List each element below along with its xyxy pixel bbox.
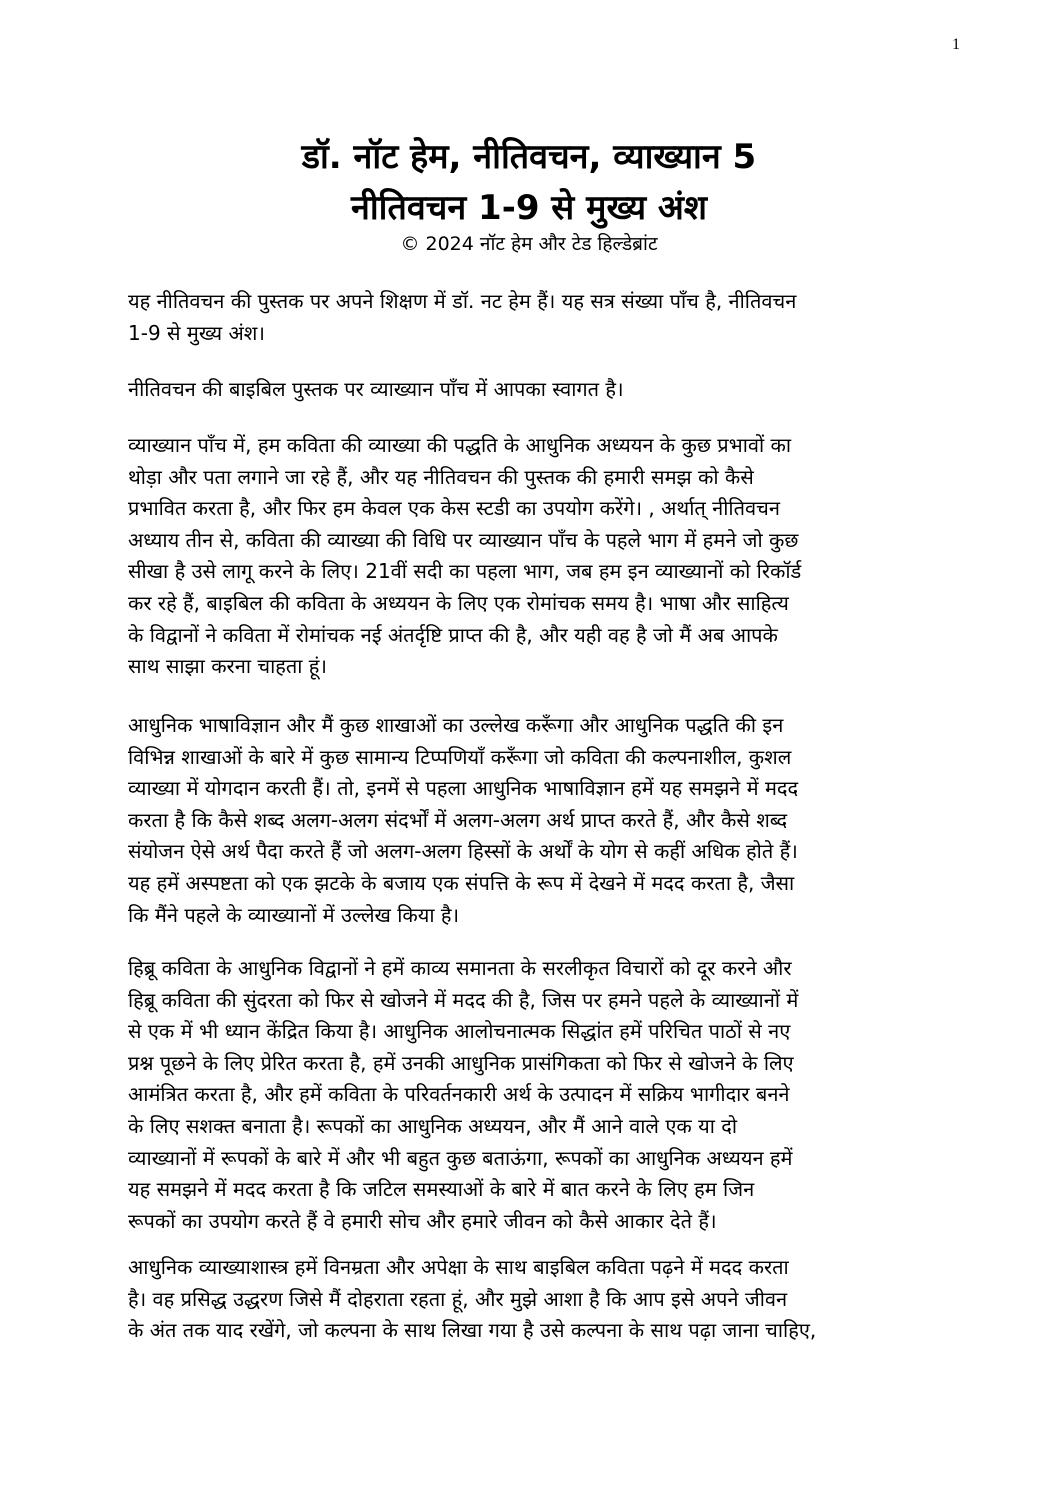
text-line: के लिए सशक्त बनाता है। रूपकों का आधुनिक अध्ययन, और मैं आने वाले एक या दो xyxy=(128,1113,738,1138)
text-line: यह समझने में मदद करता है कि जटिल समस्याओं के बारे में बात करने के लिए हम जिन xyxy=(128,1177,755,1202)
text-line: हिब्रू कविता के आधुनिक विद्वानों ने हमें काव्य समानता के सरलीकृत विचारों को दूर करने और xyxy=(128,956,792,980)
text-line: यह नीतिवचन की पुस्तक पर अपने शिक्षण में डॉ. नट हेम हैं। यह सत्र संख्या पाँच है, नीतिवचन xyxy=(128,289,797,313)
text-line: आमंत्रित करता है, और हमें कविता के परिवर्तनकारी अर्थ के उत्पादन में सक्रिय भागीदार बनने xyxy=(128,1082,790,1107)
paragraph xyxy=(128,430,948,683)
text-line: से एक में भी ध्यान केंद्रित किया है। आधुनिक आलोचनात्मक सिद्धांत हमें परिचित पाठों से नए xyxy=(128,1019,791,1044)
text-line: विभिन्न शाखाओं के बारे में कुछ सामान्य टिप्पणियाँ करूँगा जो कविता की कल्पनाशील, कुशल xyxy=(128,744,792,769)
text-line: थोड़ा और पता लगाने जा रहे हैं, और यह नीतिवचन की पुस्तक की हमारी समझ को कैसे xyxy=(128,464,754,489)
paragraph xyxy=(128,953,948,1237)
text-line: के विद्वानों ने कविता में रोमांचक नई अंतर्दृष्टि प्राप्त की है, और यही वह है जो मैं अब आपके xyxy=(128,622,778,647)
text-line: हिब्रू कविता की सुंदरता को फिर से खोजने में मदद की है, जिस पर हमने पहले के व्याख्यानों में xyxy=(128,987,799,1012)
copyright: © 2024 नॉट हेम और टेड हिल्डेब्रांट xyxy=(400,233,658,255)
text-line: संयोजन ऐसे अर्थ पैदा करते हैं जो अलग-अलग हिस्सों के अर्थों के योग से कहीं अधिक होते हैं। xyxy=(128,839,798,864)
text-line: आधुनिक भाषाविज्ञान और मैं कुछ शाखाओं का उल्लेख करूँगा और आधुनिक पद्धति की इन xyxy=(128,713,784,737)
title-line-2: नीतिवचन 1-9 से मुख्य अंश xyxy=(350,188,708,228)
text-line: अध्याय तीन से, कविता की व्याख्या की विधि पर व्याख्यान पाँच के पहले भाग में हमने जो कुछ xyxy=(128,527,799,552)
page-number: 1 xyxy=(952,36,960,53)
text-line: प्रभावित करता है, और फिर हम केवल एक केस स्टडी का उपयोग करेंगे। , अर्थात् नीतिवचन xyxy=(128,496,780,521)
paragraph xyxy=(128,710,948,931)
paragraph xyxy=(128,1252,948,1347)
text-line: कर रहे हैं, बाइबिल की कविता के अध्ययन के लिए एक रोमांचक समय है। भाषा और साहित्य xyxy=(128,590,789,615)
text-line: के अंत तक याद रखेंगे, जो कल्पना के साथ लिखा गया है उसे कल्पना के साथ पढ़ा जाना चाहिए, xyxy=(128,1318,817,1343)
text-line: आधुनिक व्याख्याशास्त्र हमें विनम्रता और अपेक्षा के साथ बाइबिल कविता पढ़ने में मदद करता xyxy=(128,1255,789,1279)
text-line: 1-9 से मुख्य अंश। xyxy=(128,320,265,345)
text-line: व्याख्यानों में रूपकों के बारे में और भी बहुत कुछ बताऊंगा, रूपकों का आधुनिक अध्ययन हमें xyxy=(128,1145,793,1170)
paragraph xyxy=(128,286,948,349)
text-line: व्याख्यान पाँच में, हम कविता की व्याख्या की पद्धति के आधुनिक अध्ययन के कुछ प्रभावों का xyxy=(128,433,792,457)
text-line: करता है कि कैसे शब्द अलग-अलग संदर्भों में अलग-अलग अर्थ प्राप्त करते हैं, और कैसे शब्द xyxy=(128,807,788,832)
text-line: रूपकों का उपयोग करते हैं वे हमारी सोच और हमारे जीवन को कैसे आकार देते हैं। xyxy=(128,1208,717,1233)
text-line: व्याख्या में योगदान करती हैं। तो, इनमें से पहला आधुनिक भाषाविज्ञान हमें यह समझने में मदद xyxy=(128,776,799,801)
text-line: है। वह प्रसिद्ध उद्धरण जिसे मैं दोहराता रहता हूं, और मुझे आशा है कि आप इसे अपने जीवन xyxy=(128,1286,788,1311)
text-line: कि मैंने पहले के व्याख्यानों में उल्लेख किया है। xyxy=(128,902,460,927)
paragraph xyxy=(128,374,948,406)
text-line: सीखा है उसे लागू करने के लिए। 21वीं सदी का पहला भाग, जब हम इन व्याख्यानों को रिकॉर्ड xyxy=(128,559,802,584)
text-line: नीतिवचन की बाइबिल पुस्तक पर व्याख्यान पाँच में आपका स्वागत है। xyxy=(128,377,624,401)
title-line-1: डॉ. नॉट हेम, नीतिवचन, व्याख्यान 5 xyxy=(301,137,757,177)
text-line: यह हमें अस्पष्टता को एक झटके के बजाय एक संपत्ति के रूप में देखने में मदद करता है, जैसा xyxy=(128,870,795,895)
text-line: प्रश्न पूछने के लिए प्रेरित करता है, हमें उनकी आधुनिक प्रासंगिकता को फिर से खोजने के लिए xyxy=(128,1050,794,1075)
text-line: साथ साझा करना चाहता हूं। xyxy=(128,654,328,679)
